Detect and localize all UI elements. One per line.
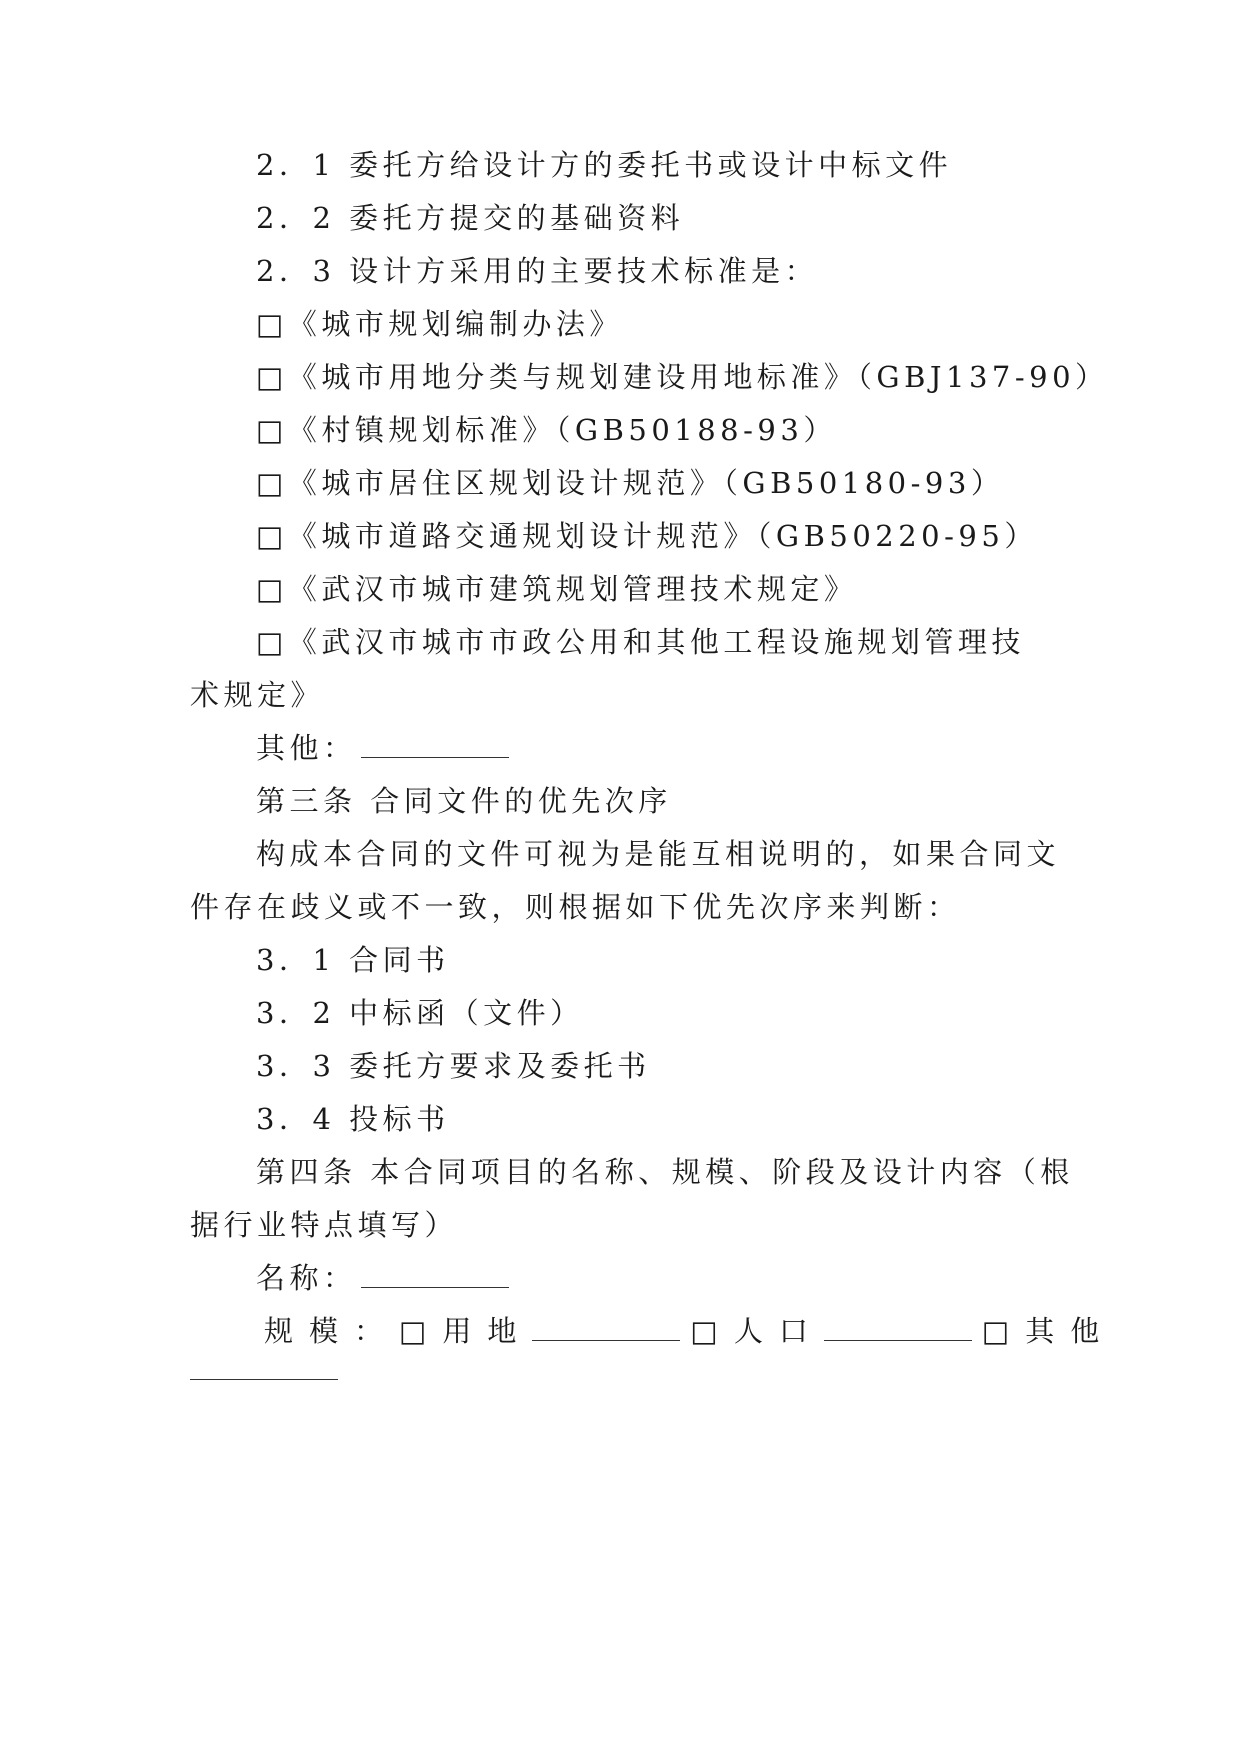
land-blank-field[interactable]	[532, 1316, 680, 1341]
clause-3-1: 3．1 合同书	[256, 943, 450, 977]
other-scale-blank-field[interactable]	[190, 1355, 338, 1380]
standard-item-continuation: 术规定》	[190, 678, 325, 712]
clause-3-4: 3．4 投标书	[256, 1102, 450, 1136]
other-label: 其他：	[256, 731, 357, 765]
population-blank-field[interactable]	[824, 1316, 972, 1341]
clause-3-3: 3．3 委托方要求及委托书	[256, 1049, 651, 1083]
standard-item: □《城市道路交通规划设计规范》（GB50220-95）	[256, 519, 1038, 553]
clause-2-2: 2．2 委托方提交的基础资料	[256, 201, 685, 235]
clause-3-2: 3．2 中标函（文件）	[256, 996, 584, 1030]
article-3-body-line: 件存在歧义或不一致，则根据如下优先次序来判断：	[190, 890, 961, 924]
population-checkbox-label[interactable]: □人口	[690, 1314, 824, 1348]
other-row	[256, 728, 509, 768]
name-row	[256, 1258, 509, 1298]
standard-item: □《村镇规划标准》（GB50188-93）	[256, 413, 837, 447]
article-3-body-line: 构成本合同的文件可视为是能互相说明的，如果合同文	[256, 837, 1061, 871]
land-checkbox-label[interactable]: □用地	[399, 1314, 533, 1348]
standard-item: □《城市居住区规划设计规范》（GB50180-93）	[256, 466, 1005, 500]
scale-label: 规模：	[264, 1314, 400, 1348]
article-4-title: 第四条 本合同项目的名称、规模、阶段及设计内容（根	[256, 1155, 1074, 1189]
standard-item: □《城市规划编制办法》	[256, 307, 623, 341]
name-label: 名称：	[256, 1261, 357, 1295]
article-4-title-continuation: 据行业特点填写）	[190, 1208, 459, 1242]
name-blank-field[interactable]	[361, 1263, 509, 1288]
clause-2-3: 2．3 设计方采用的主要技术标准是：	[256, 254, 819, 288]
standard-item: □《城市用地分类与规划建设用地标准》（GBJ137-90）	[256, 360, 1109, 394]
article-3-title: 第三条 合同文件的优先次序	[256, 784, 672, 818]
other-checkbox-label[interactable]: □其他	[981, 1314, 1116, 1348]
standard-item: □《武汉市城市市政公用和其他工程设施规划管理技	[256, 625, 1025, 659]
standard-item: □《武汉市城市建筑规划管理技术规定》	[256, 572, 858, 606]
scale-row	[264, 1311, 1115, 1351]
other-blank-field[interactable]	[361, 733, 509, 758]
clause-2-1: 2．1 委托方给设计方的委托书或设计中标文件	[256, 148, 953, 182]
